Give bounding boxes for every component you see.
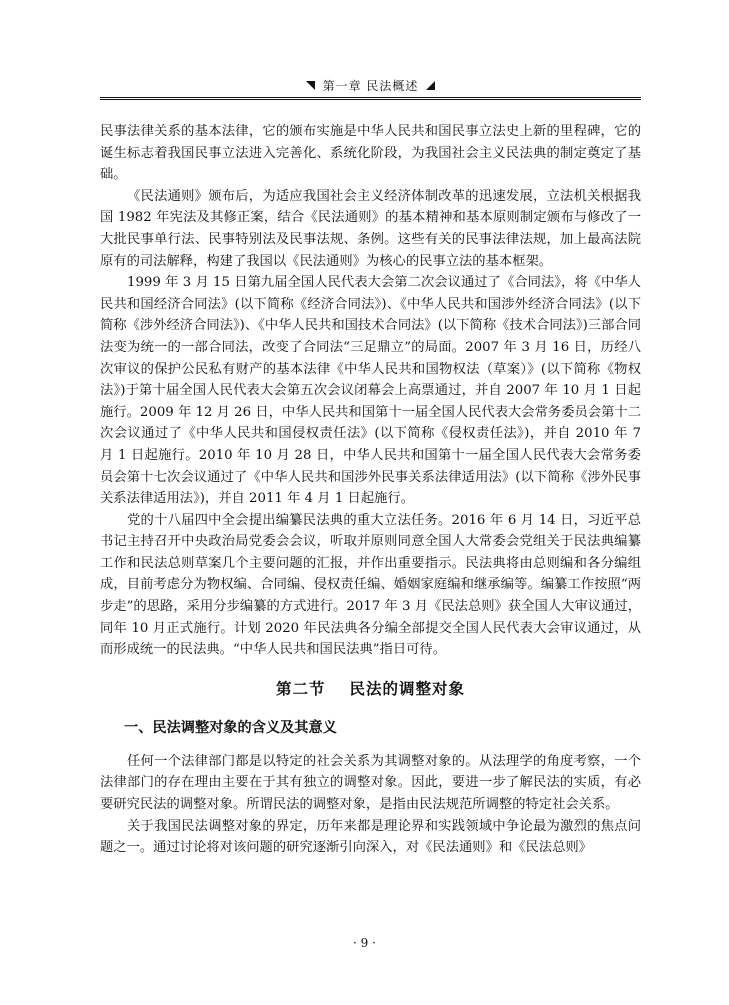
paragraph: 任何一个法律部门都是以特定的社会关系为其调整对象的。从法理学的角度考察，一个法律部门的存在理由主要在于其有独立的调整对象。因此，要进一步了解民法的实质，有必要研究民法的调整对象。所谓民法的调整对象，是指由民法规范所调整的特定社会关系。 [100, 753, 641, 813]
paragraph: 1999 年 3 月 15 日第九届全国人民代表大会第二次会议通过了《合同法》，将《中华人民共和国经济合同法》(以下简称《经济合同法》)、《中华人民共和国涉外经济合同法》(以下简称《涉外经济合同法》)、《中华人民共和国技术合同法》(以下简称《技术合同法》)三部合同法变为统一的一部合同法，改变了合同法“三足鼎立”的局面。2007 年 3 月 16 日，历经八次审议的保护公民私有财产的基本法律《中华人民共和国物权法（草案）》(以下简称《物权法》)于第十届全国人民代表大会第五次会议闭幕会上高票通过，并自 2007 年 10 月 1 日起施行。2009 年 12 月 26 日，中华人民共和国第十一届全国人民代表大会常务委员会第十二次会议通过了《中华人民共和国侵权责任法》(以下简称《侵权责任法》)，并自 2010 年 7 月 1 日起施行。2010 年 10 月 28 日，中华人民共和国第十一届全国人民代表大会常务委员会第十七次会议通过了《中华人民共和国涉外民事关系法律适用法》(以下简称《涉外民事关系法律适用法》)，并自 2011 年 4 月 1 日起施行。 [100, 275, 641, 507]
paragraph: 关于我国民法调整对象的界定，历年来都是理论界和实践领域中争论最为激烈的焦点问题之一。通过讨论将对该问题的研究逐渐引向深入，对《民法通则》和《民法总则》 [100, 818, 641, 856]
page-number: · 9 · [353, 936, 376, 950]
page-body [100, 121, 641, 859]
section-title: 民法的调整对象 [349, 679, 466, 698]
triangle-left-icon [306, 81, 315, 90]
chapter-title: 第一章 民法概述 [322, 78, 419, 93]
subheading: 一、民法调整对象的含义及其意义 [124, 719, 337, 736]
header-rule [100, 97, 641, 98]
running-header [100, 76, 641, 94]
header-rule-secondary [100, 99, 641, 100]
triangle-right-icon [426, 81, 435, 90]
paragraph: 民事法律关系的基本法律，它的颁布实施是中华人民共和国民事立法史上新的里程碑，它的诞生标志着我国民事立法进入完善化、系统化阶段，为我国社会主义民法典的制定奠定了基础。 [100, 124, 641, 183]
paragraph: 《民法通则》颁布后，为适应我国社会主义经济体制改革的迅速发展，立法机关根据我国 1982 年宪法及其修正案，结合《民法通则》的基本精神和基本原则制定颁布与修改了一大批民事单行法、民事特别法及民事法规、条例。这些有关的民事法律法规，加上最高法院原有的司法解释，构建了我国以《民法通则》为核心的民事立法的基本框架。 [100, 188, 641, 269]
paragraph: 党的十八届四中全会提出编纂民法典的重大立法任务。2016 年 6 月 14 日，习近平总书记主持召开中央政治局党委会会议，听取并原则同意全国人大常委会党组关于民法典编纂工作和民法总则草案几个主要问题的汇报，并作出重要指示。民法典将由总则编和各分编组成，目前考虑分为物权编、合同编、侵权责任编、婚姻家庭编和继承编等。编纂工作按照“两步走”的思路，采用分步编纂的方式进行。2017 年 3 月《民法总则》获全国人大审议通过，同年 10 月正式施行。计划 2020 年民法典各分编全部提交全国人民代表大会审议通过，从而形成统一的民法典。“中华人民共和国民法典”指日可待。 [100, 512, 641, 658]
section-heading [100, 677, 641, 699]
section-number: 第二节 [275, 679, 326, 698]
